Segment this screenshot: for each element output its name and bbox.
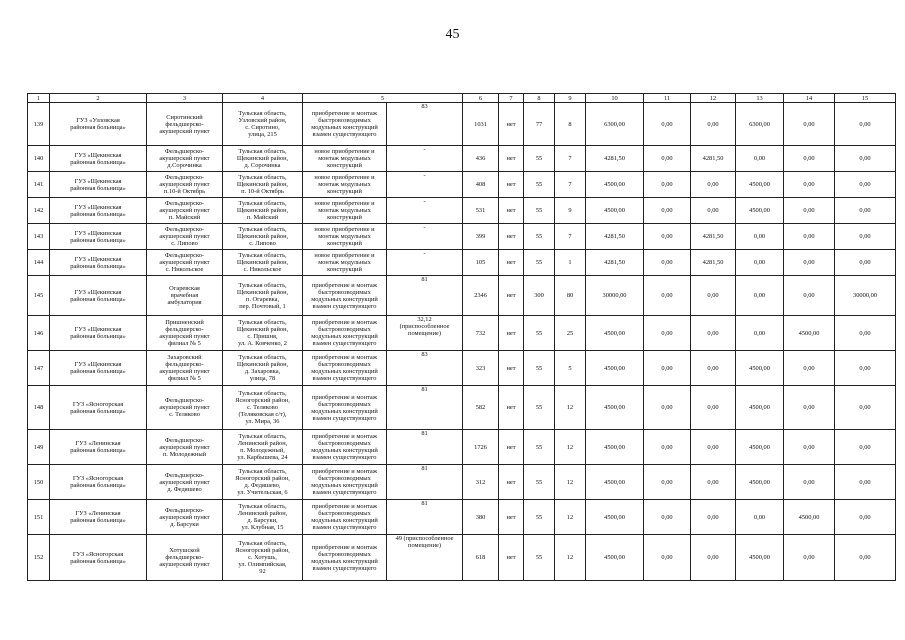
cell-has-building: нет <box>499 465 524 500</box>
cell-institution: ГУЗ «Щекинская районная больница» <box>50 172 147 198</box>
cell-staff-count: 5 <box>555 351 586 386</box>
cell-address: Тульская область, Щекинский район, с. Пришня, ул. А. Ковченко, 2 <box>223 316 303 351</box>
cell-cost-2020: 0,00 <box>691 465 736 500</box>
cell-existing-area: 49 (приспособленное помещение) <box>387 535 463 581</box>
cell-cost-2020: 0,00 <box>691 103 736 146</box>
cell-population: 408 <box>463 172 499 198</box>
cell-cost-2019: 0,00 <box>644 224 691 250</box>
cell-staff-count: 25 <box>555 316 586 351</box>
cell-cost-2020: 4281,50 <box>691 146 736 172</box>
cell-cost-2023: 0,00 <box>835 250 896 276</box>
column-header-3: 3 <box>147 94 223 103</box>
cell-row-number: 145 <box>28 276 50 316</box>
cell-address: Тульская область, Узловский район, с. Сиротино, улица, 215 <box>223 103 303 146</box>
cell-cost-2021: 4500,00 <box>736 198 784 224</box>
cell-existing-area: - <box>387 198 463 224</box>
table-row <box>28 172 896 198</box>
cell-staff-count: 7 <box>555 172 586 198</box>
page-number: 45 <box>445 27 460 42</box>
cell-row-number: 147 <box>28 351 50 386</box>
cell-staff-count: 12 <box>555 430 586 465</box>
cell-planned-area: 55 <box>524 465 555 500</box>
cell-address: Тульская область, Щекинский район, с. Никольское <box>223 250 303 276</box>
cell-work-type: приобретение и монтаж быстровозводимых модульных конструкций взамен существующего <box>303 500 387 535</box>
cell-address: Тульская область, Ленинский район, п. Молодежный, ул. Карбышева, 24 <box>223 430 303 465</box>
cell-cost-2023: 0,00 <box>835 224 896 250</box>
cell-planned-area: 55 <box>524 351 555 386</box>
cell-cost-2022: 4500,00 <box>784 316 835 351</box>
cell-row-number: 152 <box>28 535 50 581</box>
cell-institution: ГУЗ «Ясногорская районная больница» <box>50 535 147 581</box>
cell-population: 105 <box>463 250 499 276</box>
cell-existing-area: 81 <box>387 465 463 500</box>
table-row <box>28 465 896 500</box>
table-row <box>28 535 896 581</box>
cell-planned-area: 55 <box>524 500 555 535</box>
cell-total-cost: 30000,00 <box>586 276 644 316</box>
cell-work-type: приобретение и монтаж быстровозводимых модульных конструкций взамен существующего <box>303 465 387 500</box>
cell-total-cost: 4500,00 <box>586 500 644 535</box>
cell-address: Тульская область, Щекинский район, п. 10-й Октябрь <box>223 172 303 198</box>
table-row <box>28 316 896 351</box>
cell-cost-2020: 0,00 <box>691 198 736 224</box>
cell-population: 1726 <box>463 430 499 465</box>
cell-facility-name: Сиротинский фельдшерско- акушерский пункт <box>147 103 223 146</box>
cell-cost-2020: 0,00 <box>691 386 736 430</box>
cell-total-cost: 4500,00 <box>586 430 644 465</box>
cell-facility-name: Фельдшерско- акушерский пункт с. Липово <box>147 224 223 250</box>
cell-existing-area: 81 <box>387 500 463 535</box>
cell-cost-2022: 0,00 <box>784 351 835 386</box>
cell-has-building: нет <box>499 386 524 430</box>
cell-total-cost: 4500,00 <box>586 386 644 430</box>
cell-institution: ГУЗ «Щекинская районная больница» <box>50 250 147 276</box>
column-header-12: 12 <box>691 94 736 103</box>
cell-address: Тульская область, Ясногорский район, д. Федяшево, ул. Учительская, 6 <box>223 465 303 500</box>
cell-cost-2020: 0,00 <box>691 276 736 316</box>
cell-cost-2020: 4281,50 <box>691 250 736 276</box>
cell-work-type: новое приобретение и монтаж модульных конструкций <box>303 198 387 224</box>
cell-facility-name: Фельдшерско- акушерский пункт п.10-й Октябрь <box>147 172 223 198</box>
column-number-row <box>28 94 896 103</box>
cell-cost-2020: 0,00 <box>691 500 736 535</box>
cell-cost-2022: 0,00 <box>784 224 835 250</box>
cell-total-cost: 4500,00 <box>586 535 644 581</box>
cell-cost-2020: 0,00 <box>691 351 736 386</box>
cell-staff-count: 80 <box>555 276 586 316</box>
cell-total-cost: 6300,00 <box>586 103 644 146</box>
cell-planned-area: 55 <box>524 224 555 250</box>
cell-institution: ГУЗ «Щекинская районная больница» <box>50 316 147 351</box>
cell-work-type: новое приобретение и монтаж модульных конструкций <box>303 146 387 172</box>
cell-cost-2021: 4500,00 <box>736 465 784 500</box>
cell-cost-2023: 0,00 <box>835 430 896 465</box>
cell-cost-2023: 0,00 <box>835 146 896 172</box>
cell-facility-name: Фельдшерско- акушерский пункт д.Сорочинка <box>147 146 223 172</box>
cell-population: 531 <box>463 198 499 224</box>
cell-cost-2022: 0,00 <box>784 146 835 172</box>
cell-cost-2022: 0,00 <box>784 276 835 316</box>
cell-cost-2021: 0,00 <box>736 224 784 250</box>
cell-staff-count: 7 <box>555 146 586 172</box>
cell-has-building: нет <box>499 535 524 581</box>
cell-staff-count: 12 <box>555 500 586 535</box>
cell-address: Тульская область, Ясногорский район, с. Хотушь, ул. Олимпийская, 92 <box>223 535 303 581</box>
cell-cost-2022: 4500,00 <box>784 500 835 535</box>
cell-cost-2019: 0,00 <box>644 276 691 316</box>
cell-planned-area: 55 <box>524 198 555 224</box>
cell-cost-2022: 0,00 <box>784 250 835 276</box>
cell-has-building: нет <box>499 250 524 276</box>
cell-cost-2020: 0,00 <box>691 316 736 351</box>
cell-cost-2021: 0,00 <box>736 276 784 316</box>
cell-address: Тульская область, Щекинский район, с. Липово <box>223 224 303 250</box>
cell-row-number: 148 <box>28 386 50 430</box>
cell-work-type: новое приобретение и монтаж модульных конструкций <box>303 224 387 250</box>
column-header-13: 13 <box>736 94 784 103</box>
table-row <box>28 351 896 386</box>
cell-cost-2019: 0,00 <box>644 500 691 535</box>
cell-cost-2019: 0,00 <box>644 103 691 146</box>
cell-cost-2022: 0,00 <box>784 172 835 198</box>
cell-row-number: 140 <box>28 146 50 172</box>
cell-total-cost: 4281,50 <box>586 146 644 172</box>
cell-facility-name: Фельдшерско- акушерский пункт д. Барсуки <box>147 500 223 535</box>
column-header-6: 6 <box>463 94 499 103</box>
cell-cost-2020: 0,00 <box>691 430 736 465</box>
column-header-10: 10 <box>586 94 644 103</box>
cell-total-cost: 4500,00 <box>586 316 644 351</box>
cell-address: Тульская область, Щекинский район, п. Майский <box>223 198 303 224</box>
cell-population: 323 <box>463 351 499 386</box>
cell-row-number: 150 <box>28 465 50 500</box>
cell-cost-2021: 0,00 <box>736 316 784 351</box>
cell-staff-count: 8 <box>555 103 586 146</box>
cell-total-cost: 4500,00 <box>586 351 644 386</box>
cell-institution: ГУЗ «Узловская районная больница» <box>50 103 147 146</box>
cell-cost-2019: 0,00 <box>644 316 691 351</box>
cell-population: 399 <box>463 224 499 250</box>
cell-population: 380 <box>463 500 499 535</box>
cell-cost-2022: 0,00 <box>784 535 835 581</box>
cell-existing-area: 83 <box>387 103 463 146</box>
column-header-8: 8 <box>524 94 555 103</box>
cell-facility-name: Фельдшерско- акушерский пункт с. Никольское <box>147 250 223 276</box>
cell-cost-2022: 0,00 <box>784 465 835 500</box>
cell-facility-name: Фельдшерско- акушерский пункт п. Майский <box>147 198 223 224</box>
cell-cost-2019: 0,00 <box>644 250 691 276</box>
cell-has-building: нет <box>499 276 524 316</box>
table-row <box>28 103 896 146</box>
cell-institution: ГУЗ «Щекинская районная больница» <box>50 351 147 386</box>
cell-cost-2023: 0,00 <box>835 500 896 535</box>
cell-address: Тульская область, Щекинский район, п. Огаревка, пер. Почтовый, 1 <box>223 276 303 316</box>
cell-staff-count: 9 <box>555 198 586 224</box>
cell-cost-2021: 0,00 <box>736 250 784 276</box>
cell-cost-2020: 4281,50 <box>691 224 736 250</box>
table-body <box>28 103 896 581</box>
cell-has-building: нет <box>499 103 524 146</box>
cell-cost-2019: 0,00 <box>644 146 691 172</box>
cell-population: 1031 <box>463 103 499 146</box>
cell-cost-2019: 0,00 <box>644 535 691 581</box>
cell-cost-2019: 0,00 <box>644 198 691 224</box>
cell-staff-count: 12 <box>555 465 586 500</box>
cell-existing-area: 81 <box>387 430 463 465</box>
cell-cost-2019: 0,00 <box>644 430 691 465</box>
cell-facility-name: Фельдшерско- акушерский пункт с. Теляково <box>147 386 223 430</box>
cell-institution: ГУЗ «Ленинская районная больница» <box>50 430 147 465</box>
cell-has-building: нет <box>499 224 524 250</box>
cell-total-cost: 4281,50 <box>586 224 644 250</box>
cell-facility-name: Фельдшерско- акушерский пункт д. Федяшево <box>147 465 223 500</box>
cell-cost-2021: 4500,00 <box>736 172 784 198</box>
cell-row-number: 143 <box>28 224 50 250</box>
table-row <box>28 430 896 465</box>
cell-institution: ГУЗ «Щекинская районная больница» <box>50 146 147 172</box>
cell-facility-name: Захаровский фельдшерско- акушерский пункт филиал № 5 <box>147 351 223 386</box>
cell-institution: ГУЗ «Ясногорская районная больница» <box>50 465 147 500</box>
cell-cost-2023: 0,00 <box>835 198 896 224</box>
cell-staff-count: 1 <box>555 250 586 276</box>
cell-planned-area: 55 <box>524 146 555 172</box>
table-row <box>28 276 896 316</box>
cell-facility-name: Хотушской фельдшерско- акушерский пункт <box>147 535 223 581</box>
cell-work-type: приобретение и монтаж быстровозводимых модульных конструкций взамен существующего <box>303 103 387 146</box>
cell-planned-area: 55 <box>524 430 555 465</box>
cell-existing-area: 83 <box>387 351 463 386</box>
facilities-table <box>27 93 896 581</box>
cell-institution: ГУЗ «Щекинская районная больница» <box>50 276 147 316</box>
cell-cost-2020: 0,00 <box>691 172 736 198</box>
cell-row-number: 144 <box>28 250 50 276</box>
column-header-4: 4 <box>223 94 303 103</box>
cell-address: Тульская область, Ленинский район, д. Барсуки, ул. Клубная, 15 <box>223 500 303 535</box>
table-row <box>28 146 896 172</box>
cell-cost-2021: 0,00 <box>736 146 784 172</box>
cell-population: 618 <box>463 535 499 581</box>
cell-planned-area: 55 <box>524 386 555 430</box>
cell-cost-2023: 0,00 <box>835 172 896 198</box>
cell-existing-area: - <box>387 172 463 198</box>
cell-has-building: нет <box>499 198 524 224</box>
cell-facility-name: Пришненский фельдшерско- акушерский пункт филиал № 5 <box>147 316 223 351</box>
cell-population: 2346 <box>463 276 499 316</box>
cell-cost-2021: 6300,00 <box>736 103 784 146</box>
cell-cost-2023: 0,00 <box>835 316 896 351</box>
column-header-7: 7 <box>499 94 524 103</box>
cell-total-cost: 4281,50 <box>586 250 644 276</box>
cell-address: Тульская область, Щекинский район, д. Захаровка, улица, 78 <box>223 351 303 386</box>
cell-row-number: 142 <box>28 198 50 224</box>
cell-existing-area: 32,12 (приспособленное помещение) <box>387 316 463 351</box>
cell-cost-2019: 0,00 <box>644 465 691 500</box>
cell-population: 436 <box>463 146 499 172</box>
cell-cost-2022: 0,00 <box>784 386 835 430</box>
cell-has-building: нет <box>499 146 524 172</box>
cell-population: 732 <box>463 316 499 351</box>
cell-total-cost: 4500,00 <box>586 465 644 500</box>
cell-existing-area: - <box>387 250 463 276</box>
table-row <box>28 198 896 224</box>
column-header-5: 5 <box>303 94 463 103</box>
cell-staff-count: 7 <box>555 224 586 250</box>
cell-cost-2019: 0,00 <box>644 351 691 386</box>
cell-facility-name: Фельдшерско- акушерский пункт п. Молодежный <box>147 430 223 465</box>
cell-has-building: нет <box>499 172 524 198</box>
cell-cost-2023: 0,00 <box>835 535 896 581</box>
cell-cost-2023: 30000,00 <box>835 276 896 316</box>
cell-cost-2022: 0,00 <box>784 198 835 224</box>
cell-staff-count: 12 <box>555 386 586 430</box>
cell-planned-area: 300 <box>524 276 555 316</box>
cell-existing-area: - <box>387 224 463 250</box>
cell-facility-name: Огаревская врачебная амбулатория <box>147 276 223 316</box>
table-row <box>28 250 896 276</box>
cell-planned-area: 55 <box>524 535 555 581</box>
cell-work-type: приобретение и монтаж быстровозводимых модульных конструкций взамен существующего <box>303 535 387 581</box>
cell-work-type: приобретение и монтаж быстровозводимых модульных конструкций взамен существующего <box>303 386 387 430</box>
cell-cost-2023: 0,00 <box>835 103 896 146</box>
cell-row-number: 146 <box>28 316 50 351</box>
cell-has-building: нет <box>499 351 524 386</box>
cell-cost-2021: 4500,00 <box>736 386 784 430</box>
cell-work-type: приобретение и монтаж быстровозводимых модульных конструкций взамен существующего <box>303 276 387 316</box>
cell-cost-2022: 0,00 <box>784 430 835 465</box>
cell-work-type: приобретение и монтаж быстровозводимых модульных конструкций взамен существующего <box>303 351 387 386</box>
cell-cost-2022: 0,00 <box>784 103 835 146</box>
column-header-14: 14 <box>784 94 835 103</box>
cell-cost-2021: 4500,00 <box>736 535 784 581</box>
cell-address: Тульская область, Щекинский район, д. Сорочинка <box>223 146 303 172</box>
table-row <box>28 500 896 535</box>
cell-planned-area: 77 <box>524 103 555 146</box>
cell-total-cost: 4500,00 <box>586 172 644 198</box>
cell-cost-2021: 4500,00 <box>736 430 784 465</box>
cell-cost-2021: 4500,00 <box>736 351 784 386</box>
cell-institution: ГУЗ «Щекинская районная больница» <box>50 224 147 250</box>
cell-row-number: 141 <box>28 172 50 198</box>
cell-cost-2023: 0,00 <box>835 465 896 500</box>
cell-institution: ГУЗ «Ленинская районная больница» <box>50 500 147 535</box>
cell-cost-2020: 0,00 <box>691 535 736 581</box>
table-row <box>28 224 896 250</box>
cell-staff-count: 12 <box>555 535 586 581</box>
cell-institution: ГУЗ «Ясногорская районная больница» <box>50 386 147 430</box>
cell-work-type: новое приобретение и монтаж модульных конструкций <box>303 172 387 198</box>
cell-work-type: новое приобретение и монтаж модульных конструкций <box>303 250 387 276</box>
cell-has-building: нет <box>499 316 524 351</box>
cell-population: 312 <box>463 465 499 500</box>
cell-row-number: 151 <box>28 500 50 535</box>
column-header-2: 2 <box>50 94 147 103</box>
column-header-15: 15 <box>835 94 896 103</box>
cell-address: Тульская область, Ясногорский район, с. Теляково (Теляковская с/т), ул. Мира, 36 <box>223 386 303 430</box>
cell-cost-2023: 0,00 <box>835 351 896 386</box>
cell-cost-2023: 0,00 <box>835 386 896 430</box>
cell-cost-2021: 0,00 <box>736 500 784 535</box>
cell-cost-2019: 0,00 <box>644 386 691 430</box>
column-header-1: 1 <box>28 94 50 103</box>
column-header-11: 11 <box>644 94 691 103</box>
cell-planned-area: 55 <box>524 250 555 276</box>
cell-row-number: 139 <box>28 103 50 146</box>
cell-planned-area: 55 <box>524 172 555 198</box>
cell-cost-2019: 0,00 <box>644 172 691 198</box>
column-header-9: 9 <box>555 94 586 103</box>
cell-work-type: приобретение и монтаж быстровозводимых модульных конструкций взамен существующего <box>303 430 387 465</box>
cell-planned-area: 55 <box>524 316 555 351</box>
cell-institution: ГУЗ «Щекинская районная больница» <box>50 198 147 224</box>
cell-existing-area: 81 <box>387 386 463 430</box>
cell-total-cost: 4500,00 <box>586 198 644 224</box>
table-row <box>28 386 896 430</box>
cell-existing-area: 81 <box>387 276 463 316</box>
cell-population: 582 <box>463 386 499 430</box>
cell-row-number: 149 <box>28 430 50 465</box>
cell-has-building: нет <box>499 430 524 465</box>
cell-work-type: приобретение и монтаж быстровозводимых модульных конструкций взамен существующего <box>303 316 387 351</box>
cell-has-building: нет <box>499 500 524 535</box>
cell-existing-area: - <box>387 146 463 172</box>
